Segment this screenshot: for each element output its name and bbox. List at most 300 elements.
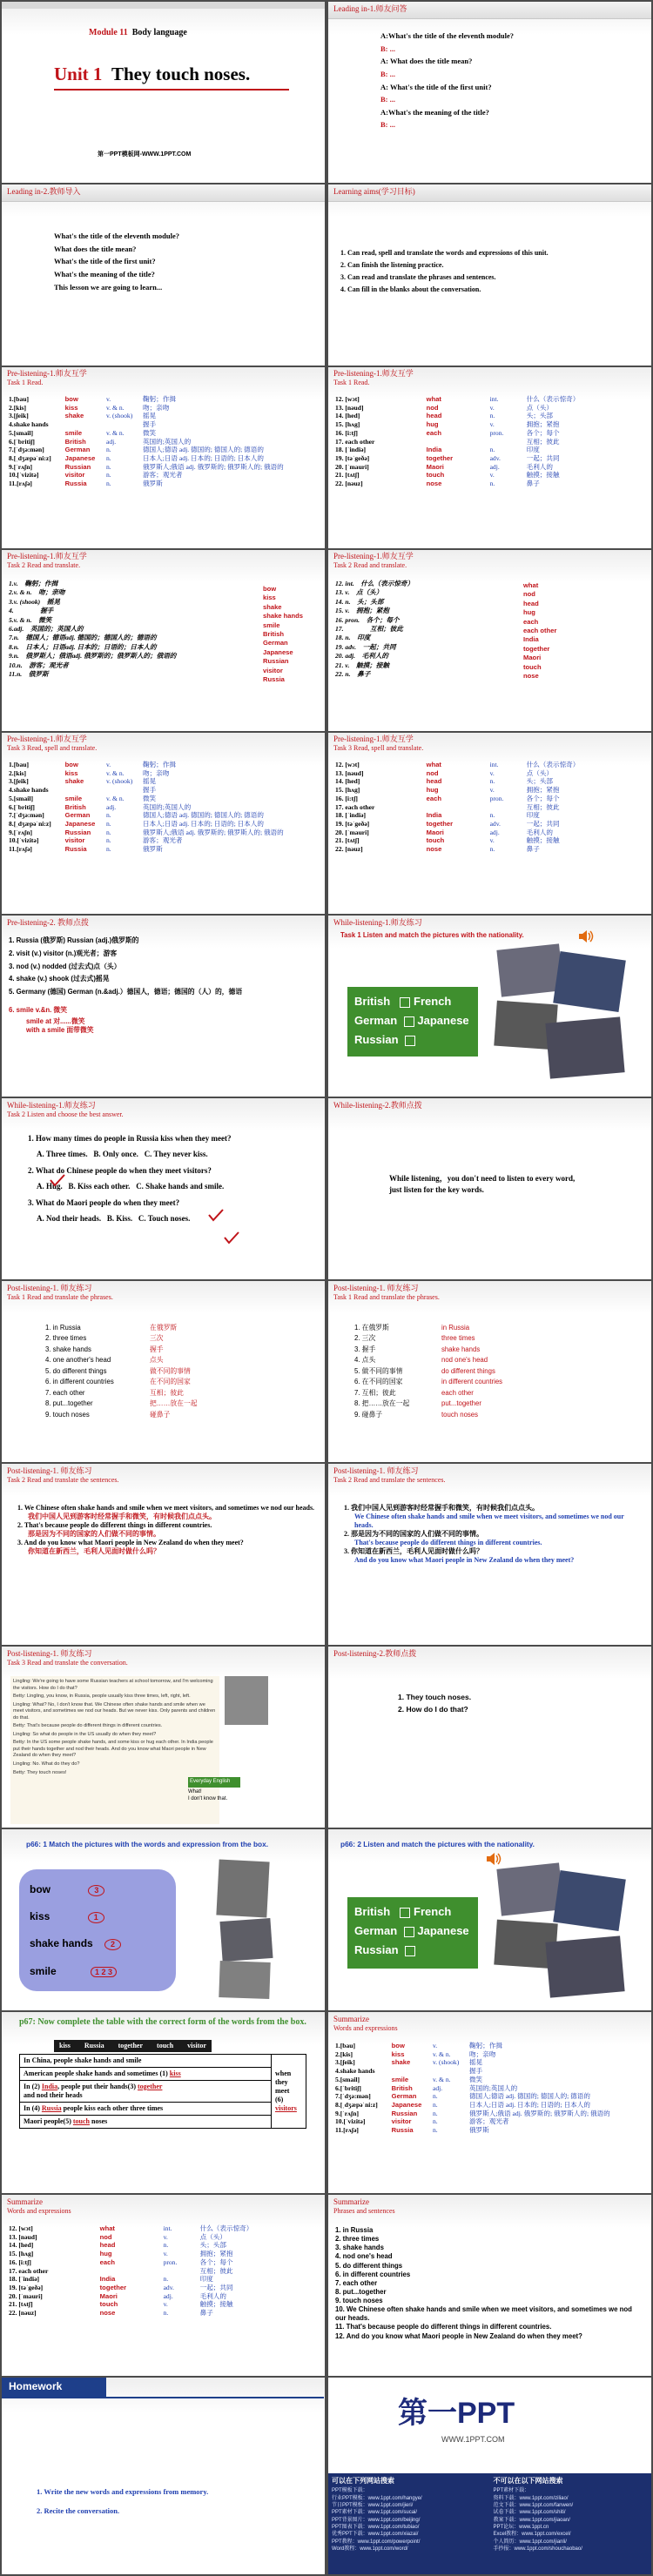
slide-post-listening-sentences-1 xyxy=(2,1464,325,1645)
slide-learning-aims xyxy=(328,184,651,366)
vocab-phonetic: 20. [ˈmauri] xyxy=(335,462,369,471)
translate-item: 19. adv. 一起；共同 xyxy=(335,642,396,651)
vocab-part-of-speech: n. xyxy=(105,446,111,454)
vocab-phonetic: 12. [wɔt] xyxy=(335,761,360,768)
slide-heading: Post-listening-1. 师友练习 xyxy=(333,1466,419,1475)
vocab-phonetic: 19. [təˈgeðə] xyxy=(335,454,370,463)
vocab-row xyxy=(7,786,318,795)
sentence: 3. And do you know what Maori people in New Zealand do when they meet? xyxy=(17,1539,244,1546)
checkmark-icon xyxy=(207,1208,225,1222)
slide-subheading: Task 1 Read. xyxy=(333,379,370,387)
vocab-part-of-speech: n. xyxy=(163,2275,169,2284)
vocab-row xyxy=(333,777,644,786)
sentence-translation: That's because people do different things in different countries. xyxy=(354,1539,542,1546)
option[interactable]: C. Shake hands and smile. xyxy=(136,1181,225,1191)
vocab-phonetic: 7.[ˈdʒə:mən] xyxy=(335,2092,371,2101)
vocab-row xyxy=(7,404,318,413)
question-2: 2. What do Chinese people do when they meet visitors? xyxy=(28,1166,212,1175)
summary-item: 3. shake hands xyxy=(335,2244,384,2252)
vocab-part-of-speech: n. xyxy=(105,820,111,828)
slide-subheading: Task 3 Read and translate the conversation. xyxy=(7,1659,128,1667)
vocab-part-of-speech: v. xyxy=(163,2300,168,2309)
vocab-phonetic: 22. [nəuz] xyxy=(9,2309,37,2318)
vocab-word: what xyxy=(426,395,441,403)
vocab-part-of-speech: v. & n. xyxy=(105,794,125,802)
vocab-word: Russia xyxy=(391,2126,414,2135)
answer-box[interactable] xyxy=(404,1016,414,1027)
vocab-meaning: 互相；彼此 xyxy=(526,437,560,446)
slide-heading: While-listening-2.教师点拨 xyxy=(333,1101,422,1110)
vocab-meaning: 俄罗斯人;俄语 adj. 俄罗斯的; 俄罗斯人的; 俄语的 xyxy=(142,462,284,471)
phrase-cn: 碰鼻子 xyxy=(150,1410,171,1419)
question-line: This lesson we are going to learn... xyxy=(54,282,163,292)
ppt-url: WWW.1PPT.COM xyxy=(441,2435,505,2444)
vocab-word: each xyxy=(426,428,441,437)
answer-word: together xyxy=(523,644,550,653)
vocab-part-of-speech: n. xyxy=(105,454,111,463)
conversation-line: Betty: Lingling, you know, in Russia, people usually kiss three times, left, right, left. xyxy=(13,1694,191,1700)
vocab-row xyxy=(333,2076,644,2084)
vocab-part-of-speech: n. xyxy=(105,480,111,488)
vocab-meaning: 微笑 xyxy=(142,794,157,802)
option[interactable]: A. Nod their heads. xyxy=(37,1213,102,1223)
site-link[interactable]: 个人简历：www.1ppt.com/jianli/ xyxy=(493,2539,567,2545)
vocab-row xyxy=(333,454,644,463)
slide-translate-1 xyxy=(2,550,325,731)
everyday-english-item: What! xyxy=(188,1789,202,1794)
vocab-meaning: 什么（表示惊奇） xyxy=(526,395,580,403)
vocab-row xyxy=(7,471,318,480)
vocab-phonetic: 22. [nəuz] xyxy=(335,845,363,854)
vocab-word: hug xyxy=(99,2250,112,2258)
vocab-part-of-speech: n. xyxy=(489,777,495,786)
derivation-line: 3. nod (v.) nodded (过去式)点（头） xyxy=(9,962,121,970)
vocab-row xyxy=(7,803,318,812)
word-smile: smile xyxy=(30,1964,57,1977)
vocab-meaning: 摇晃 xyxy=(468,2058,483,2067)
translate-item: 10.n. 游客；观光者 xyxy=(9,661,69,669)
vocab-phonetic: 6.[ˈbritiʃ] xyxy=(9,437,35,446)
answer-box[interactable] xyxy=(400,997,410,1008)
slide-subheading: Words and expressions xyxy=(333,2024,398,2033)
speaker-icon[interactable] xyxy=(485,1852,502,1866)
vocab-word: touch xyxy=(99,2300,118,2309)
vocab-row xyxy=(333,404,644,413)
answer-box[interactable] xyxy=(405,1036,415,1046)
vocab-part-of-speech: n. xyxy=(432,2117,438,2126)
conversation-line: Lingling: What? No, I don't know that. We Chinese often shake hands and smile when we meet visitors, and sometimes we nod our heads. But we never kiss. Only parents and children do that. xyxy=(13,1701,216,1721)
answer-word: German xyxy=(263,639,288,647)
vocab-row xyxy=(7,828,318,837)
question-line: What's the title of the eleventh module? xyxy=(54,231,180,240)
answer-box[interactable] xyxy=(400,1908,410,1918)
translate-item: 5.v. & n. 微笑 xyxy=(9,615,52,624)
phrase-en: in Russia xyxy=(441,1324,470,1332)
site-link[interactable]: 节日PPT模板：www.1ppt.com/jieri/ xyxy=(332,2502,414,2508)
vocab-word: Japanese xyxy=(64,820,96,828)
vocab-phonetic: 1.[bau] xyxy=(335,2042,355,2049)
vocab-part-of-speech: pron. xyxy=(489,428,504,437)
vocab-meaning: 德国人;德语 adj. 德国的; 德国人的; 德语的 xyxy=(468,2092,590,2101)
vocab-part-of-speech: v. xyxy=(105,761,111,768)
derivation-line: 2. visit (v.) visitor (n.)观光者；游客 xyxy=(9,949,118,957)
vocab-phonetic: 19. [təˈgeðə] xyxy=(9,2284,44,2292)
vocab-part-of-speech: v. & n. xyxy=(105,428,125,437)
phrase-cn: 6. 在不同的国家 xyxy=(354,1378,403,1386)
translate-item: 1.v. 鞠躬；作揖 xyxy=(9,580,58,587)
homework-badge: Homework xyxy=(2,2378,106,2397)
answer-box[interactable] xyxy=(404,1927,414,1937)
site-link[interactable]: PPT论坛：www.1ppt.cn xyxy=(493,2525,549,2531)
site-link[interactable]: 教案下载：www.1ppt.com/jiaoan/ xyxy=(493,2517,570,2523)
vocab-row xyxy=(333,761,644,769)
option[interactable]: B. Kiss. xyxy=(106,1213,133,1223)
phrase-en: 7. each other xyxy=(45,1388,85,1397)
vocab-meaning: 鞠躬；作揖 xyxy=(468,2042,502,2049)
phrase-en: 3. shake hands xyxy=(45,1345,91,1353)
vocab-row xyxy=(7,463,318,472)
slide-spell-1 xyxy=(2,733,325,914)
vocab-meaning: 吻；亲吻 xyxy=(142,768,170,777)
vocab-meaning: 游客；观光者 xyxy=(142,471,183,480)
answer-fill[interactable]: India xyxy=(41,2083,58,2090)
vocab-phonetic: 13. [nəud] xyxy=(9,2232,37,2241)
translate-item: 13. v. 点（头） xyxy=(335,588,383,597)
link-panel-subtitle: PPT素材下载： xyxy=(493,2488,530,2493)
vocab-row xyxy=(333,2058,644,2067)
phrase-en: in different countries xyxy=(441,1378,503,1386)
word-shake-hands: shake hands xyxy=(30,1937,93,1950)
vocab-meaning: 日本人;日语 adj. 日本的; 日语的; 日本人的 xyxy=(468,2101,590,2110)
vocab-phonetic: 20. [ˈmauri] xyxy=(9,2291,43,2300)
vocab-row xyxy=(7,777,318,786)
vocab-word: smile xyxy=(391,2075,409,2083)
nationality-box xyxy=(347,987,478,1057)
option[interactable]: A. Hug. xyxy=(37,1181,63,1191)
vocab-phonetic: 16. [i:tʃ] xyxy=(9,2257,31,2266)
vocab-word: head xyxy=(99,2241,116,2250)
dialogue-line: B: ... xyxy=(380,44,395,53)
vocab-meaning: 摇晃 xyxy=(142,412,157,420)
phrase-en: 5. do different things xyxy=(45,1366,107,1375)
unit-title: They touch noses. xyxy=(111,64,251,84)
vocab-phonetic: 3.[ʃeik] xyxy=(9,412,29,420)
vocab-row xyxy=(7,446,318,454)
greeting-photo xyxy=(496,943,563,996)
vocab-word: British xyxy=(64,437,86,446)
site-link[interactable]: PPT素材下载：www.1ppt.com/sucai/ xyxy=(332,2510,418,2516)
slide-heading: Pre-listening-1.师友互学 xyxy=(7,552,87,560)
vocab-word: Maori xyxy=(99,2291,118,2300)
vocab-word: nod xyxy=(426,403,439,412)
module-title: Body language xyxy=(131,28,187,37)
vocab-phonetic: 14. [hed] xyxy=(335,777,360,786)
phrase-cn: 9. 碰鼻子 xyxy=(354,1410,383,1419)
vocab-meaning: 俄罗斯人;俄语 adj. 俄罗斯的; 俄罗斯人的; 俄语的 xyxy=(468,2109,610,2117)
key-sentence: 1. They touch noses. xyxy=(398,1693,472,1701)
phrase-cn: 在不同的国家 xyxy=(150,1378,191,1386)
vocab-word: what xyxy=(426,761,441,768)
exercise-title: p66: 1 Match the pictures with the words and expression from the box. xyxy=(26,1840,268,1848)
slide-summarize-words-1 xyxy=(328,2012,651,2193)
nation-german: German xyxy=(354,1014,398,1028)
option[interactable]: B. Kiss each other. xyxy=(68,1181,131,1191)
site-link[interactable]: 资料下载：www.1ppt.com/ziliao/ xyxy=(493,2495,569,2501)
link-panel-subtitle: PPT模板下载： xyxy=(332,2488,368,2493)
phrase-cn: 三次 xyxy=(150,1334,164,1343)
slide-pre-listening-2 xyxy=(2,916,325,1097)
nation-french: French xyxy=(414,1905,452,1918)
vocab-part-of-speech: v. xyxy=(489,768,495,777)
phrase-cn: 做不同的事情 xyxy=(150,1366,191,1375)
vocab-row xyxy=(333,828,644,837)
vocab-part-of-speech: int. xyxy=(489,395,499,403)
vocab-part-of-speech: adv. xyxy=(489,820,501,828)
vocab-part-of-speech: n. xyxy=(432,2109,438,2117)
vocab-word: Russia xyxy=(64,480,87,488)
smile-line: smile at 对......微笑 xyxy=(26,1016,85,1025)
vocab-row xyxy=(333,438,644,446)
speaker-icon[interactable] xyxy=(577,929,595,943)
answer-word: British xyxy=(263,629,285,638)
vocab-word: British xyxy=(391,2083,413,2092)
vocab-meaning: 各个；每个 xyxy=(526,428,560,437)
slide-leading-in-1 xyxy=(328,2,651,183)
dialogue-line: B: ... xyxy=(380,95,395,104)
vocab-phonetic: 2.[kis] xyxy=(9,768,27,777)
vocab-word: Russian xyxy=(64,828,91,836)
question-1: 1. How many times do people in Russia kiss when they meet? xyxy=(28,1134,232,1143)
nation-russian: Russian xyxy=(354,1943,399,1957)
summary-item: 6. in different countries xyxy=(335,2270,411,2278)
vocab-phonetic: 8.[ˌdʒæpəˈni:z] xyxy=(335,2101,378,2110)
answer-word: India xyxy=(523,635,539,644)
option[interactable]: B. Only once. xyxy=(93,1149,138,1158)
conversation-line: Lingling: So what do people in the US usually do when they meet? xyxy=(13,1731,157,1737)
site-link[interactable]: 范文下载：www.1ppt.com/fanwen/ xyxy=(493,2502,574,2508)
aim-line: 4. Can fill in the blanks about the conversation. xyxy=(340,285,481,293)
vocab-table xyxy=(333,2042,644,2135)
slide-heading: Summarize xyxy=(333,2015,369,2023)
vocab-part-of-speech: v. xyxy=(432,2042,438,2049)
answer-number[interactable]: 3 xyxy=(88,1885,104,1896)
dialogue-line: A:What's the meaning of the title? xyxy=(380,107,489,117)
vocab-row xyxy=(333,2117,644,2126)
vocab-row xyxy=(333,2067,644,2076)
vocab-part-of-speech: n. xyxy=(105,828,111,836)
slide-subheading: Words and expressions xyxy=(7,2207,71,2216)
dialogue-line: B: ... xyxy=(380,69,395,78)
vocab-part-of-speech: n. xyxy=(432,2126,438,2135)
vocab-phonetic: 19. [təˈgeðə] xyxy=(335,820,370,828)
translate-item: 18. n. 印度 xyxy=(335,634,371,642)
vocab-meaning: 一起；共同 xyxy=(199,2284,233,2292)
slide-heading: Post-listening-1. 师友练习 xyxy=(333,1284,419,1292)
summary-item: 11. That's because people do different things in different countries. xyxy=(335,2323,552,2331)
answer-number[interactable]: 2 xyxy=(104,1939,121,1950)
vocab-row xyxy=(7,2275,318,2284)
vocab-meaning: 触摸；接触 xyxy=(526,836,560,845)
answer-fill[interactable]: visitors xyxy=(275,2104,297,2112)
vocab-meaning: 毛利人的 xyxy=(526,462,553,471)
translate-item: 2.v. & n. 吻；亲吻 xyxy=(9,588,65,597)
slide-heading: Post-listening-1. 师友练习 xyxy=(7,1649,92,1658)
vocab-word: bow xyxy=(64,395,78,403)
vocab-row xyxy=(333,836,644,845)
vocab-part-of-speech: pron. xyxy=(489,794,504,802)
translate-item: 4. 握手 xyxy=(9,607,54,615)
vocab-meaning: 英国的;英国人的 xyxy=(142,802,192,811)
vocab-word: smile xyxy=(64,428,83,437)
vocab-meaning: 德国人;德语 adj. 德国的; 德国人的; 德语的 xyxy=(142,446,264,454)
vocab-phonetic: 21. [tʌtʃ] xyxy=(9,2300,33,2309)
vocab-meaning: 各个；每个 xyxy=(526,794,560,802)
vocab-meaning: 什么（表示惊奇） xyxy=(199,2224,253,2232)
answer-word: each xyxy=(523,617,539,626)
slide-subheading: Task 3 Read, spell and translate. xyxy=(333,744,424,753)
site-link[interactable]: 优秀PPT下载：www.1ppt.com/xiazai/ xyxy=(332,2532,419,2538)
vocab-phonetic: 18. [ˈindiə] xyxy=(335,446,367,454)
vocab-row xyxy=(7,2292,318,2301)
vocab-meaning: 触摸；接触 xyxy=(199,2300,233,2309)
greeting-photo xyxy=(219,1961,270,1999)
question-line: What does the title mean? xyxy=(54,244,137,253)
site-link[interactable]: PPT教程：www.1ppt.com/powerpoint/ xyxy=(332,2539,421,2545)
phrase-cn: 4. 点头 xyxy=(354,1356,376,1365)
vocab-word: nod xyxy=(99,2232,112,2241)
summary-item: 4. nod one's head xyxy=(335,2252,393,2261)
checkmark-icon xyxy=(49,1173,66,1187)
site-link[interactable]: 行业PPT模板：www.1ppt.com/hangye/ xyxy=(332,2495,422,2501)
phrase-en: shake hands xyxy=(441,1345,481,1353)
vocab-phonetic: 15. [hʌg] xyxy=(335,786,360,795)
vocab-row xyxy=(333,480,644,488)
option[interactable]: C. Touch noses. xyxy=(138,1213,191,1223)
option[interactable]: C. They never kiss. xyxy=(144,1149,208,1158)
phrase-en: touch noses xyxy=(441,1410,479,1419)
vocab-phonetic: 14. [hed] xyxy=(9,2241,34,2250)
vocab-meaning: 印度 xyxy=(199,2275,213,2284)
vocab-word xyxy=(425,438,488,446)
vocab-word xyxy=(425,803,488,812)
vocab-row xyxy=(333,420,644,429)
vocab-meaning: 鞠躬；作揖 xyxy=(142,761,176,768)
vocab-part-of-speech: int. xyxy=(489,761,499,768)
site-link[interactable]: PPT背景图片：www.1ppt.com/beijing/ xyxy=(332,2517,421,2523)
slide-conversation xyxy=(2,1647,325,1828)
vocab-word: Maori xyxy=(426,462,444,471)
vocab-word: together xyxy=(99,2284,127,2292)
vocab-row xyxy=(333,471,644,480)
answer-number[interactable]: 1 2 3 xyxy=(91,1967,117,1978)
word-box xyxy=(54,2040,212,2052)
module-number: Module 11 xyxy=(89,28,128,37)
vocab-row xyxy=(7,2267,318,2276)
answer-fill[interactable]: Russia xyxy=(41,2104,62,2112)
option[interactable]: A. Three times. xyxy=(37,1149,88,1158)
phrase-en: do different things xyxy=(441,1366,495,1375)
answer-fill[interactable]: kiss xyxy=(169,2070,181,2077)
dialogue-line: A: What's the title of the first unit? xyxy=(380,82,492,91)
phrase-cn: 握手 xyxy=(150,1345,164,1353)
nation-british: British xyxy=(354,1905,391,1918)
vocab-part-of-speech: n. xyxy=(489,480,495,488)
vocab-meaning: 微笑 xyxy=(468,2075,483,2083)
site-link[interactable]: PPT图表下载：www.1ppt.com/tubiao/ xyxy=(332,2525,420,2531)
answer-word: nod xyxy=(523,590,535,599)
slide-while-listening-1 xyxy=(328,916,651,1097)
vocab-meaning: 鼻子 xyxy=(526,845,540,854)
vocab-part-of-speech: adv. xyxy=(489,454,501,463)
site-link[interactable]: Word教程：www.1ppt.com/word/ xyxy=(332,2546,408,2553)
vocab-word: nod xyxy=(426,768,439,777)
unit-number: Unit 1 xyxy=(54,64,103,84)
vocab-part-of-speech: adj. xyxy=(105,802,117,811)
table-cell: In (2) xyxy=(24,2083,40,2090)
slide-heading: Learning aims(学习目标) xyxy=(333,187,415,196)
vocab-phonetic: 17. each other xyxy=(335,437,375,446)
vocab-row xyxy=(333,446,644,454)
vocab-meaning: 鼻子 xyxy=(526,480,540,488)
site-link[interactable]: 试卷下载：www.1ppt.com/shiti/ xyxy=(493,2510,566,2516)
sentence: 2. 那是因为不同的国家的人们做不同的事情。 xyxy=(344,1530,483,1538)
phrase-cn: 7. 互相；彼此 xyxy=(354,1388,396,1397)
answer-fill[interactable]: together xyxy=(138,2083,163,2090)
slide-heading: Summarize xyxy=(333,2197,369,2206)
vocab-phonetic: 9.[ˈrʌʃn] xyxy=(9,828,32,836)
vocab-word: shake xyxy=(64,412,84,420)
slide-subheading: Task 3 Read, spell and translate. xyxy=(7,744,98,753)
site-link[interactable]: 手抄报：www.1ppt.com/shouchaobao/ xyxy=(493,2546,582,2553)
vocab-word: head xyxy=(426,777,442,786)
vocab-phonetic: 17. each other xyxy=(9,2266,49,2275)
phrase-cn: 3. 握手 xyxy=(354,1345,376,1353)
answer-number[interactable]: 1 xyxy=(88,1912,104,1923)
vocab-phonetic: 1.[bau] xyxy=(9,395,29,403)
answer-word: Maori xyxy=(523,654,542,662)
nation-japanese: Japanese xyxy=(417,1924,469,1938)
conversation-line: Betty: That's because people do different things in different countries. xyxy=(13,1723,163,1729)
vocab-part-of-speech: n. xyxy=(432,2101,438,2110)
answer-box[interactable] xyxy=(405,1946,415,1956)
vocab-part-of-speech: v. xyxy=(105,395,111,403)
vocab-row xyxy=(7,420,318,429)
vocab-part-of-speech xyxy=(488,438,525,446)
vocab-phonetic: 16. [i:tʃ] xyxy=(335,794,358,802)
answer-word: head xyxy=(523,599,539,607)
vocab-part-of-speech: v. xyxy=(489,471,495,480)
vocab-row xyxy=(333,820,644,828)
vocab-meaning: 触摸；接触 xyxy=(526,471,560,480)
vocab-phonetic: 2.[kis] xyxy=(9,403,27,412)
box-word: together xyxy=(118,2042,144,2049)
summary-item: 8. put...together xyxy=(335,2287,387,2296)
vocab-part-of-speech: adj. xyxy=(105,437,117,446)
answer-fill[interactable]: touch xyxy=(72,2117,90,2125)
vocab-word: nose xyxy=(99,2309,116,2318)
vocab-word xyxy=(98,2267,162,2276)
conversation-line: Lingling: We're going to have some Russian teachers at school tomorrow, and I'm welcoming the visitors. How do I do that? xyxy=(13,1679,213,1691)
sentence: 1. We Chinese often shake hands and smile when we meet visitors, and sometimes we nod our heads. xyxy=(17,1504,315,1512)
vocab-word: India xyxy=(99,2275,116,2284)
vocab-meaning: 鼻子 xyxy=(199,2309,213,2318)
vocab-row xyxy=(7,2258,318,2267)
vocab-meaning: 拥抱；紧抱 xyxy=(199,2250,233,2258)
slide-vocab-read-2 xyxy=(328,367,651,548)
vocab-word: touch xyxy=(426,836,445,845)
vocab-word xyxy=(64,786,104,795)
site-link[interactable]: Excel教程：www.1ppt.com/excel/ xyxy=(493,2532,571,2538)
